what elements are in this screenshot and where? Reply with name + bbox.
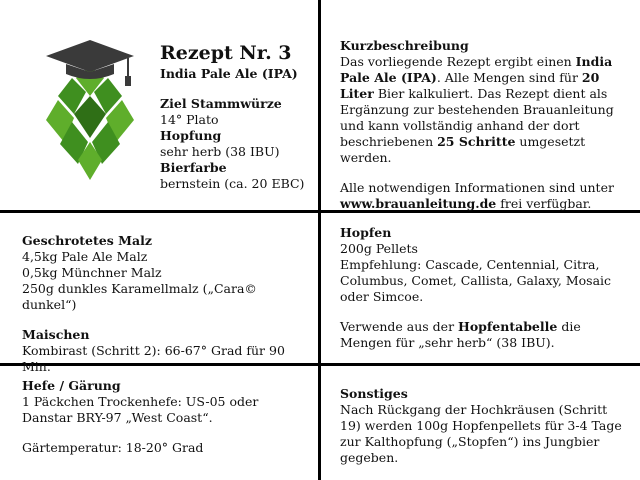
hopfen-amount: 200g Pellets <box>340 241 418 256</box>
sonstiges-heading: Sonstiges <box>340 386 408 401</box>
kurzbeschreibung-section <box>340 38 625 212</box>
malz-item: 4,5kg Pale Ale Malz <box>22 249 148 264</box>
hefe-section <box>22 378 307 456</box>
malz-heading: Geschrotetes Malz <box>22 233 152 248</box>
malz-item: 0,5kg Münchner Malz <box>22 265 162 280</box>
vertical-divider <box>318 0 321 480</box>
stammwuerze-label: Ziel Stammwürze <box>160 96 282 111</box>
hopfentabelle-link[interactable]: Hopfentabelle <box>458 319 558 334</box>
kurzbeschreibung-text: Das vorliegende Rezept ergibt einen India Pale Ale (IPA). Alle Mengen sind für 20 Liter Bier kalkuliert. Das Rezept dient als Ergänzung zur bestehenden Brauanleitung und kann vollständig anhand der dort beschriebenen 25 Schritte umgesetzt werden. <box>340 54 614 165</box>
bierfarbe-label: Bierfarbe <box>160 160 227 175</box>
website-link[interactable]: www.brauanleitung.de <box>340 196 497 211</box>
sonstiges-section <box>340 386 630 466</box>
website-text: Alle notwendigen Informationen sind unter www.brauanleitung.de frei verfügbar. <box>340 180 614 211</box>
hopfen-usage: Verwende aus der Hopfentabelle die Mengen für „sehr herb“ (38 IBU). <box>340 319 581 350</box>
hopfung-label: Hopfung <box>160 128 222 143</box>
hopfen-section <box>340 225 630 351</box>
hefe-text: 1 Päckchen Trockenhefe: US-05 oder Danstar BRY-97 „West Coast“. <box>22 394 259 425</box>
recipe-subtitle: India Pale Ale (IPA) <box>160 66 298 81</box>
hop-cone-icon <box>42 38 138 188</box>
malz-section <box>22 233 312 375</box>
maischen-text: Kombirast (Schritt 2): 66-67° Grad für 90 Min. <box>22 343 285 374</box>
bierfarbe-value: bernstein (ca. 20 EBC) <box>160 176 305 191</box>
recipe-title: Rezept Nr. 3 <box>160 42 292 64</box>
recipe-header <box>160 42 315 192</box>
hopfung-value: sehr herb (38 IBU) <box>160 144 280 159</box>
malz-item: 250g dunkles Karamellmalz („Cara© dunkel“) <box>22 281 257 312</box>
stammwuerze-value: 14° Plato <box>160 112 219 127</box>
hopfen-empfehlung: Empfehlung: Cascade, Centennial, Citra, Columbus, Comet, Callista, Galaxy, Mosaic oder Simcoe. <box>340 257 612 304</box>
hefe-heading: Hefe / Gärung <box>22 378 121 393</box>
sonstiges-text: Nach Rückgang der Hochkräusen (Schritt 19) werden 100g Hopfenpellets für 3-4 Tage zur Kalthopfung („Stopfen“) ins Jungbier gegeben. <box>340 402 622 465</box>
hop-logo <box>42 38 138 192</box>
hop-scales <box>46 66 134 180</box>
gaertemperatur-text: Gärtemperatur: 18-20° Grad <box>22 440 204 455</box>
maischen-heading: Maischen <box>22 327 90 342</box>
kurzbeschreibung-heading: Kurzbeschreibung <box>340 38 469 53</box>
hopfen-heading: Hopfen <box>340 225 392 240</box>
